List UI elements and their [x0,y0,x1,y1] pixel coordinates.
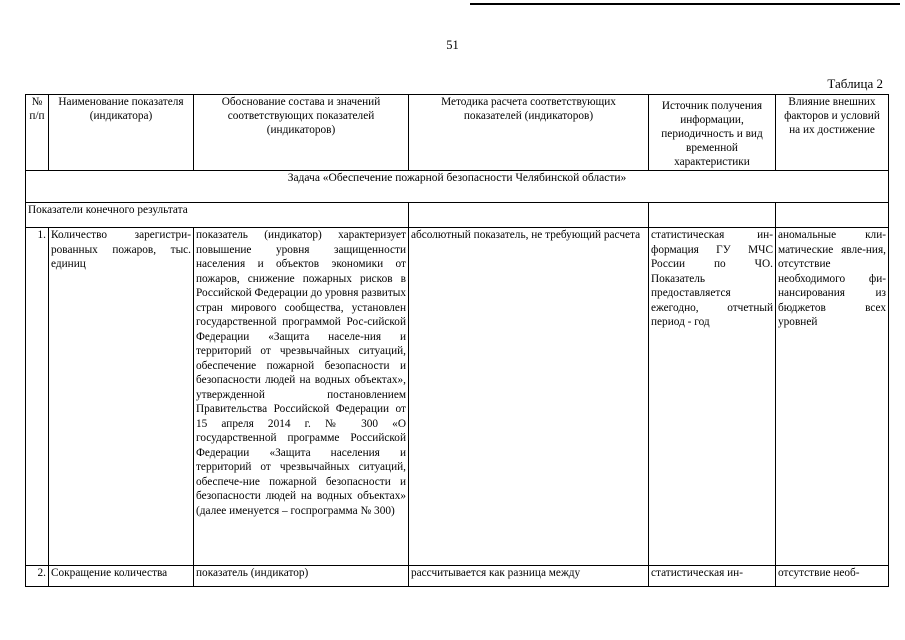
section-empty-cell [649,203,776,228]
indicator-method: рассчитывается как разница между [409,566,649,587]
table-row [26,566,889,587]
indicator-table [25,94,889,587]
indicator-name: Количество зарегистри-рованных пожаров, тыс. единиц [49,228,194,566]
indicator-justification: показатель (индикатор) [194,566,409,587]
table-caption: Таблица 2 [827,76,883,91]
header-source: Источник получения информации, периодичность и вид временной характеристики [649,95,776,171]
row-number: 1. [26,228,49,566]
indicator-source: статистическая ин-формация ГУ МЧС России по ЧО. Показатель предоставляется ежегодно, отчетный период - год [649,228,776,566]
task-title: Задача «Обеспечение пожарной безопасности Челябинской области» [26,171,889,203]
header-external-factors: Влияние внешних факторов и условий на их достижение [776,95,889,171]
page-number: 51 [446,38,459,52]
indicator-method: абсолютный показатель, не требующий расчета [409,228,649,566]
table-header-row [26,95,889,171]
section-empty-cell [409,203,649,228]
section-title: Показатели конечного результата [26,203,409,228]
section-row [26,203,889,228]
indicator-source: статистическая ин- [649,566,776,587]
indicator-factors: аномальные кли-матические явле-ния, отсутствие необходимого фи-нансирования из бюджетов всех уровней [776,228,889,566]
header-justification: Обоснование состава и значений соответствующих показателей (индикаторов) [194,95,409,171]
row-number: 2. [26,566,49,587]
task-row [26,171,889,203]
header-number: № п/п [26,95,49,171]
header-indicator-name: Наименование показателя (индикатора) [49,95,194,171]
indicator-justification: показатель (индикатор) характеризует повышение уровня защищенности населения и объектов экономики от пожаров, снижение пожарных рисков в Российской Федерации до уровня развитых стран мирового сообщества, установлен государственной программой Рос-сийской Федерации «Защита населе-ния и территорий от чрезвычайных ситуаций, обеспечение пожарной безопасности и безопасности людей на водных объектах», утвержденной постановлением Правительства Российской Федерации от 15 апреля 2014 г. № 300 «О государственной программе Российской Федерации «Защита населения и территорий от чрезвычайных ситуаций, обеспече-ние пожарной безопасности и безопасности людей на водных объектах» (далее именуется – госпрограмма № 300) [194,228,409,566]
table-row [26,228,889,566]
header-method: Методика расчета соответствующих показателей (индикаторов) [409,95,649,171]
indicator-name: Сокращение количества [49,566,194,587]
indicator-factors: отсутствие необ- [776,566,889,587]
top-rule [470,3,900,5]
section-empty-cell [776,203,889,228]
